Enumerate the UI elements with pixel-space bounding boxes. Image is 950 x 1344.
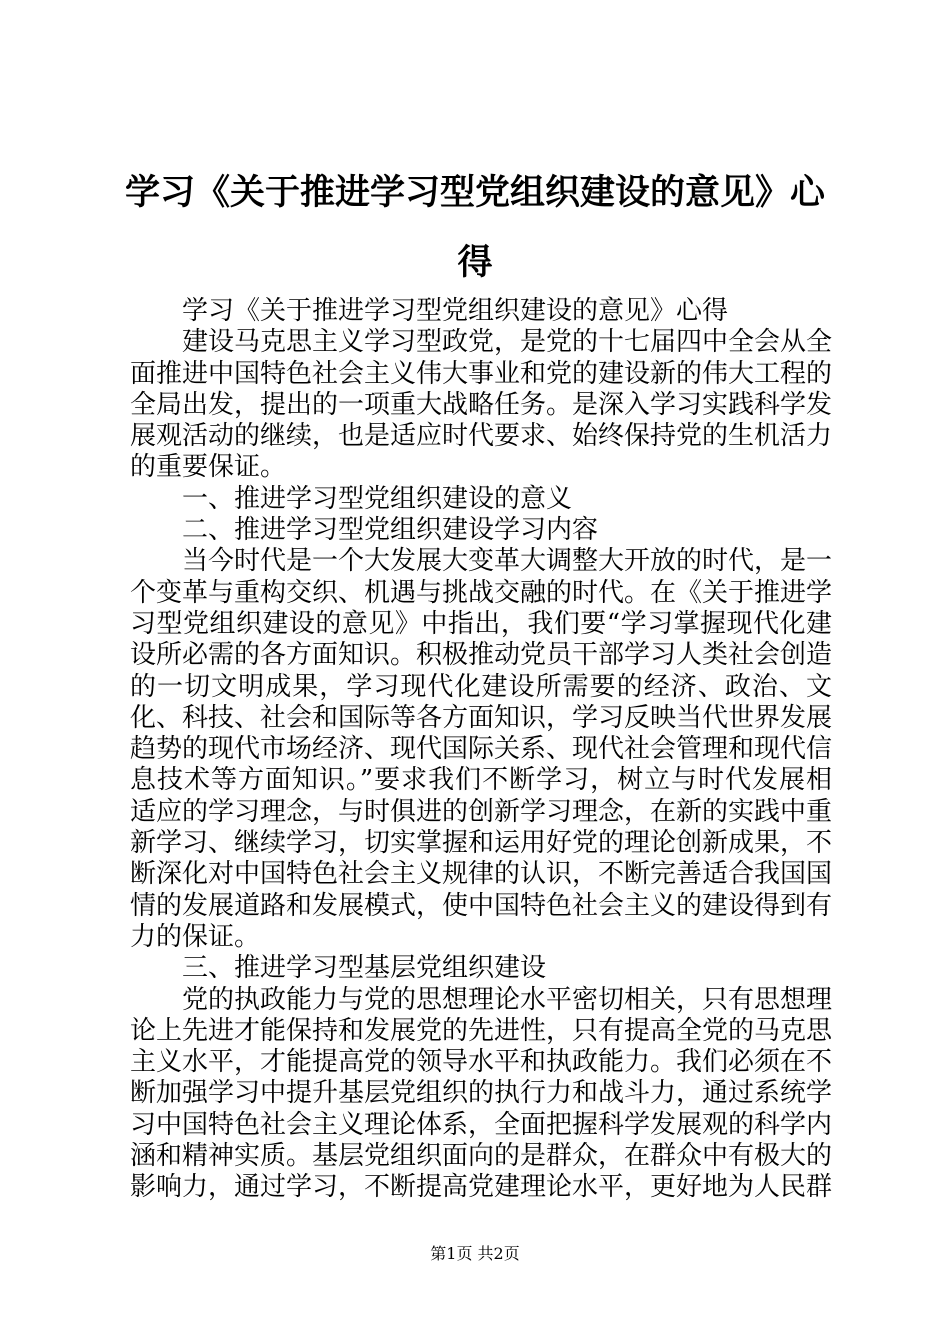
document-body xyxy=(130,296,832,1204)
paragraph-subtitle: 学习《关于推进学习型党组织建设的意见》心得 xyxy=(182,296,729,326)
section-heading-3: 三、推进学习型基层党组织建设 xyxy=(182,953,547,984)
paragraph-section-2: 当今时代是一个大发展大变革大调整大开放的时代，是一个变革与重构交织、机遇与挑战交融的时代。在《关于推进学习型党组织建设的意见》中指出，我们要“学习掌握现代化建设所必需的各方面知识。积极推动党员干部学习人类社会创造的一切文明成果，学习现代化建设所需要的经济、政治、文化、科技、社会和国际等各方面知识，学习反映当代世界发展趋势的现代市场经济、现代国际关系、现代社会管理和现代信息技术等方面知识。”要求我们不断学习，树立与时代发展相适应的学习理念，与时俱进的创新学习理念，在新的实践中重新学习、继续学习，切实掌握和运用好党的理论创新成果，不断深化对中国特色社会主义规律的认识，不断完善适合我国国情的发展道路和发展模式，使中国特色社会主义的建设得到有力的保证。 xyxy=(130,546,833,952)
section-heading-2: 二、推进学习型党组织建设学习内容 xyxy=(182,515,599,546)
section-heading-1: 一、推进学习型党组织建设的意义 xyxy=(182,483,573,514)
page-number-footer: 第1页 共2页 xyxy=(430,1244,520,1263)
paragraph-intro: 建设马克思主义学习型政党，是党的十七届四中全会从全面推进中国特色社会主义伟大事业和党的建设新的伟大工程的全局出发，提出的一项重大战略任务。是深入学习实践科学发展观活动的继续，也是适应时代要求、始终保持党的生机活力的重要保证。 xyxy=(130,327,833,483)
document-title: 学习《关于推进学习型党组织建设的意见》心得 xyxy=(124,173,825,283)
paragraph-section-3: 党的执政能力与党的思想理论水平密切相关，只有思想理论上先进才能保持和发展党的先进性，只有提高全党的马克思主义水平，才能提高党的领导水平和执政能力。我们必须在不断加强学习中提升基层党组织的执行力和战斗力，通过系统学习中国特色社会主义理论体系，全面把握科学发展观的科学内涵和精神实质。基层党组织面向的是群众，在群众中有极大的影响力，通过学习，不断提高党建理论水平，更好地为人民群 xyxy=(130,984,833,1203)
